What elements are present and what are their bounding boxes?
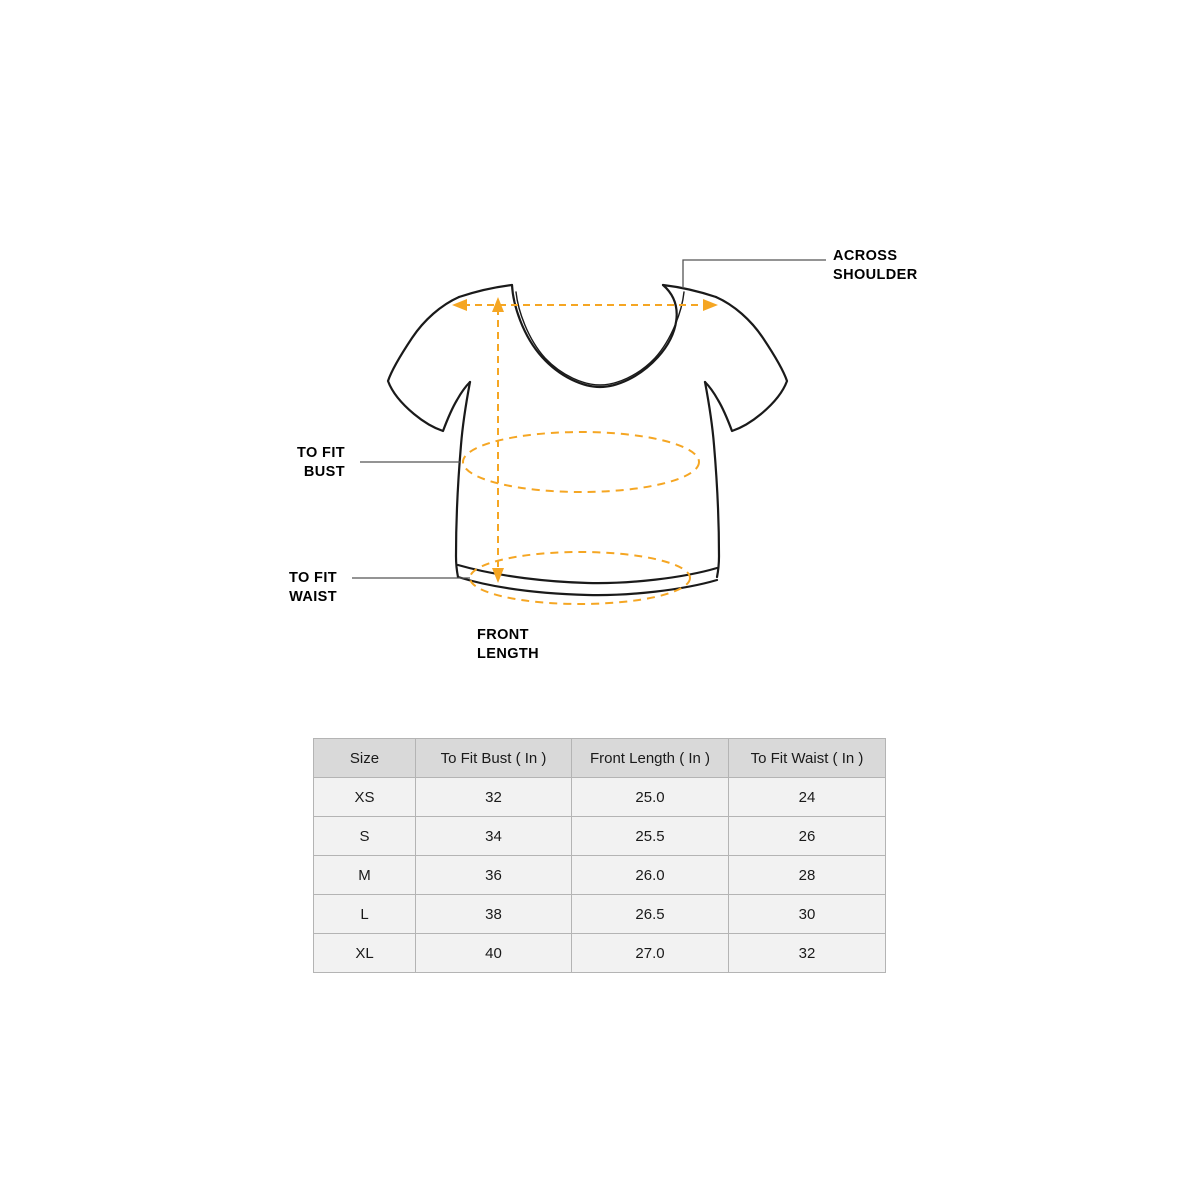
cell-size: S [314, 817, 416, 856]
waist-guide-ellipse [470, 552, 690, 604]
table-row [314, 856, 886, 895]
front-length-label-line2: LENGTH [477, 646, 540, 662]
across-shoulder-arrow-left [452, 299, 467, 311]
column-header-to-fit-bust: To Fit Bust ( In ) [416, 739, 572, 778]
table-row [314, 778, 886, 817]
cell-size: XL [314, 934, 416, 973]
cell-front-length: 25.5 [572, 817, 729, 856]
cell-to-fit-waist: 26 [729, 817, 886, 856]
across-shoulder-label-line1: ACROSS [833, 248, 898, 264]
column-header-size: Size [314, 739, 416, 778]
cell-front-length: 26.5 [572, 895, 729, 934]
size-chart-table [313, 738, 886, 973]
column-header-to-fit-waist: To Fit Waist ( In ) [729, 739, 886, 778]
front-length-label-line1: FRONT [477, 627, 529, 643]
across-shoulder-leader [683, 260, 826, 288]
left-side-seam [456, 382, 470, 577]
left-sleeve-outline [388, 297, 470, 431]
cell-to-fit-waist: 32 [729, 934, 886, 973]
table-row [314, 895, 886, 934]
left-shoulder-edge [459, 285, 512, 297]
across-shoulder-label-line2: SHOULDER [833, 267, 918, 283]
right-side-seam [705, 382, 719, 577]
cell-to-fit-bust: 34 [416, 817, 572, 856]
cell-to-fit-waist: 30 [729, 895, 886, 934]
cell-front-length: 27.0 [572, 934, 729, 973]
cell-to-fit-bust: 36 [416, 856, 572, 895]
cell-front-length: 25.0 [572, 778, 729, 817]
cell-to-fit-waist: 28 [729, 856, 886, 895]
cell-front-length: 26.0 [572, 856, 729, 895]
annotation-labels-group [289, 248, 918, 662]
size-chart-container [313, 738, 885, 973]
table-row [314, 934, 886, 973]
cell-to-fit-waist: 24 [729, 778, 886, 817]
to-fit-bust-label-line1: TO FIT [296, 445, 345, 461]
table-row [314, 817, 886, 856]
right-sleeve-outline [705, 297, 787, 431]
to-fit-waist-label-line2: WAIST [289, 589, 337, 605]
table-header-row [314, 739, 886, 778]
column-header-front-length: Front Length ( In ) [572, 739, 729, 778]
cell-size: L [314, 895, 416, 934]
to-fit-bust-label-line2: BUST [303, 464, 345, 480]
cell-to-fit-bust: 32 [416, 778, 572, 817]
garment-outline-group [388, 285, 787, 595]
to-fit-waist-label-line1: TO FIT [288, 570, 337, 586]
cell-size: XS [314, 778, 416, 817]
neckline-outline [512, 285, 677, 387]
cell-to-fit-bust: 38 [416, 895, 572, 934]
cell-to-fit-bust: 40 [416, 934, 572, 973]
cell-size: M [314, 856, 416, 895]
measurement-guides-group [452, 297, 718, 604]
across-shoulder-arrow-right [703, 299, 718, 311]
